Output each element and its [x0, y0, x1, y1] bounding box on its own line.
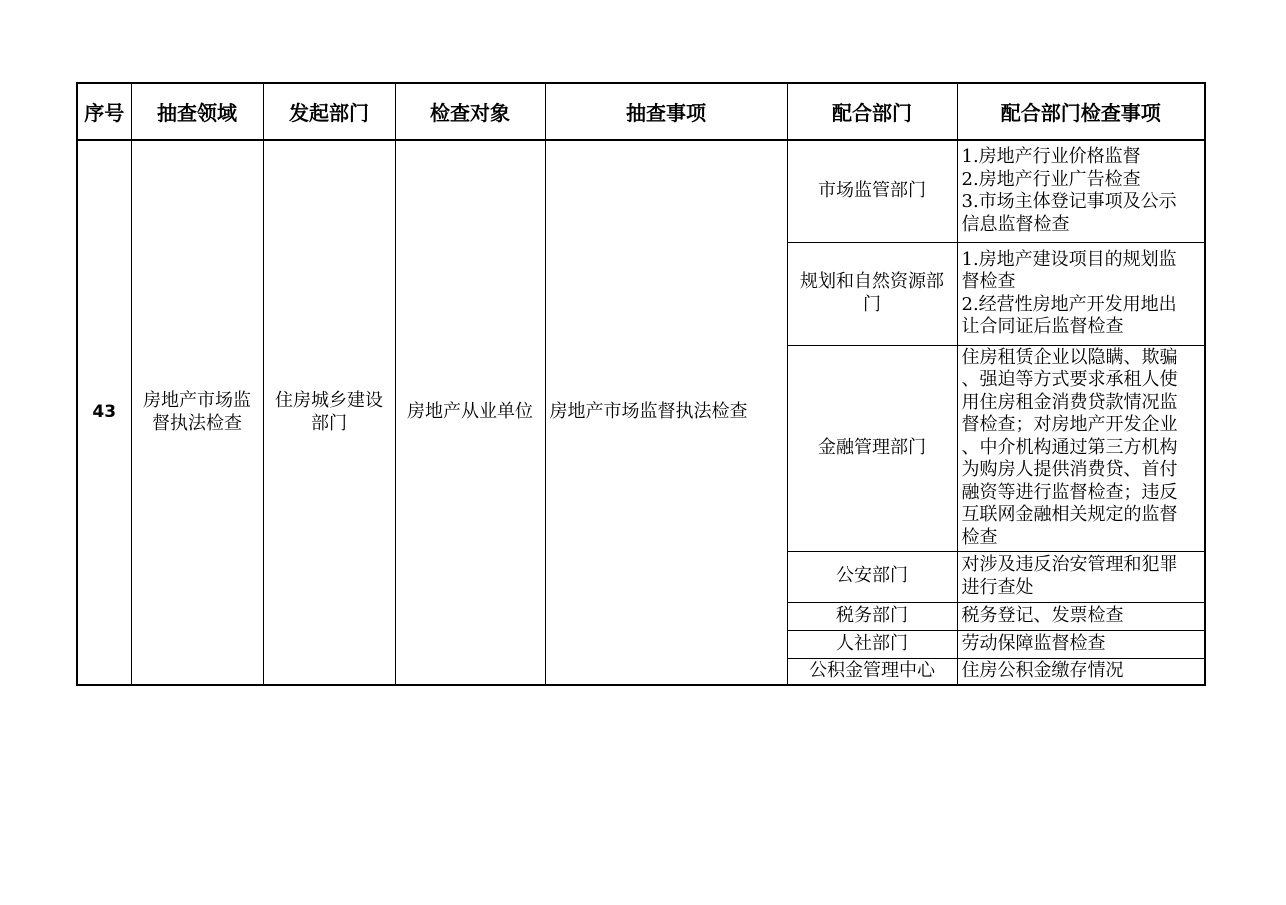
- cell-domain: [131, 140, 263, 685]
- coop-dept-cell: [787, 602, 957, 630]
- domain-line: 督执法检查: [152, 412, 242, 434]
- initiator-line: 部门: [311, 412, 347, 434]
- coop-dept-line: 市场监管部门: [818, 180, 926, 201]
- coop-dept-line: 规划和自然资源部: [800, 271, 944, 292]
- coop-items-cell: [957, 345, 1205, 551]
- coop-dept-line: 公安部门: [836, 565, 908, 587]
- table-row: [77, 140, 1205, 242]
- coop-items-cell: [957, 630, 1205, 658]
- coop-dept-line: 人社部门: [836, 632, 908, 654]
- inspection-table-wrapper: [76, 82, 1206, 686]
- coop-item-line: 3.市场主体登记事项及公示: [961, 191, 1177, 213]
- header-domain: 抽查领域: [131, 83, 263, 140]
- coop-item-line: 互联网金融相关规定的监督: [961, 504, 1178, 526]
- header-coop-dept: 配合部门: [787, 83, 957, 140]
- coop-item-line: 检查: [961, 526, 998, 548]
- coop-item-line: 让合同证后监督检查: [961, 316, 1124, 337]
- coop-item-line: 对涉及违反治安管理和犯罪: [961, 554, 1178, 575]
- coop-dept-cell: [787, 242, 957, 345]
- coop-dept-cell: [787, 658, 957, 685]
- coop-item-line: 督检查: [961, 271, 1016, 292]
- coop-item-line: 住房租赁企业以隐瞒、欺骗: [961, 346, 1178, 368]
- coop-item-line: 为购房人提供消费贷、首付: [961, 459, 1178, 481]
- coop-item-line: 劳动保障监督检查: [961, 632, 1106, 654]
- coop-item-line: 融资等进行监督检查；违反: [961, 481, 1178, 503]
- coop-dept-cell: [787, 551, 957, 602]
- cell-initiator: [263, 140, 395, 685]
- coop-items-cell: [957, 658, 1205, 685]
- header-matter: 抽查事项: [545, 83, 787, 140]
- domain-line: 房地产市场监: [143, 390, 251, 411]
- header-seq: 序号: [77, 83, 131, 140]
- coop-item-line: 信息监督检查: [961, 213, 1070, 235]
- inspection-table: [76, 82, 1206, 686]
- header-target: 检查对象: [395, 83, 545, 140]
- coop-dept-line: 门: [863, 293, 881, 315]
- header-row: [77, 83, 1205, 140]
- coop-item-line: 税务登记、发票检查: [961, 604, 1124, 626]
- coop-item-line: 1.房地产行业价格监督: [961, 146, 1141, 168]
- coop-dept-line: 税务部门: [836, 604, 908, 626]
- coop-item-line: 用住房租金消费贷款情况监: [961, 391, 1178, 413]
- coop-dept-line: 金融管理部门: [818, 436, 926, 458]
- coop-item-line: 住房公积金缴存情况: [961, 660, 1124, 681]
- initiator-line: 住房城乡建设: [275, 390, 383, 411]
- coop-item-line: 2.房地产行业广告检查: [961, 168, 1141, 190]
- coop-item-line: 1.房地产建设项目的规划监: [961, 248, 1177, 270]
- header-initiator: 发起部门: [263, 83, 395, 140]
- cell-seq: 43: [77, 140, 131, 685]
- cell-matter: 房地产市场监督执法检查: [545, 140, 787, 685]
- coop-items-cell: [957, 551, 1205, 602]
- coop-dept-cell: [787, 345, 957, 551]
- cell-target: 房地产从业单位: [395, 140, 545, 685]
- coop-items-cell: [957, 242, 1205, 345]
- coop-dept-cell: [787, 630, 957, 658]
- coop-item-line: 、强迫等方式要求承租人使: [961, 369, 1178, 391]
- coop-item-line: 督检查；对房地产开发企业: [961, 414, 1178, 436]
- coop-items-cell: [957, 140, 1205, 242]
- coop-item-line: 、中介机构通过第三方机构: [961, 436, 1178, 458]
- header-coop-items: 配合部门检查事项: [957, 83, 1205, 140]
- coop-dept-cell: [787, 140, 957, 242]
- coop-item-line: 进行查处: [961, 576, 1034, 598]
- coop-items-cell: [957, 602, 1205, 630]
- coop-item-line: 2.经营性房地产开发用地出: [961, 293, 1177, 315]
- coop-dept-line: 公积金管理中心: [809, 660, 935, 681]
